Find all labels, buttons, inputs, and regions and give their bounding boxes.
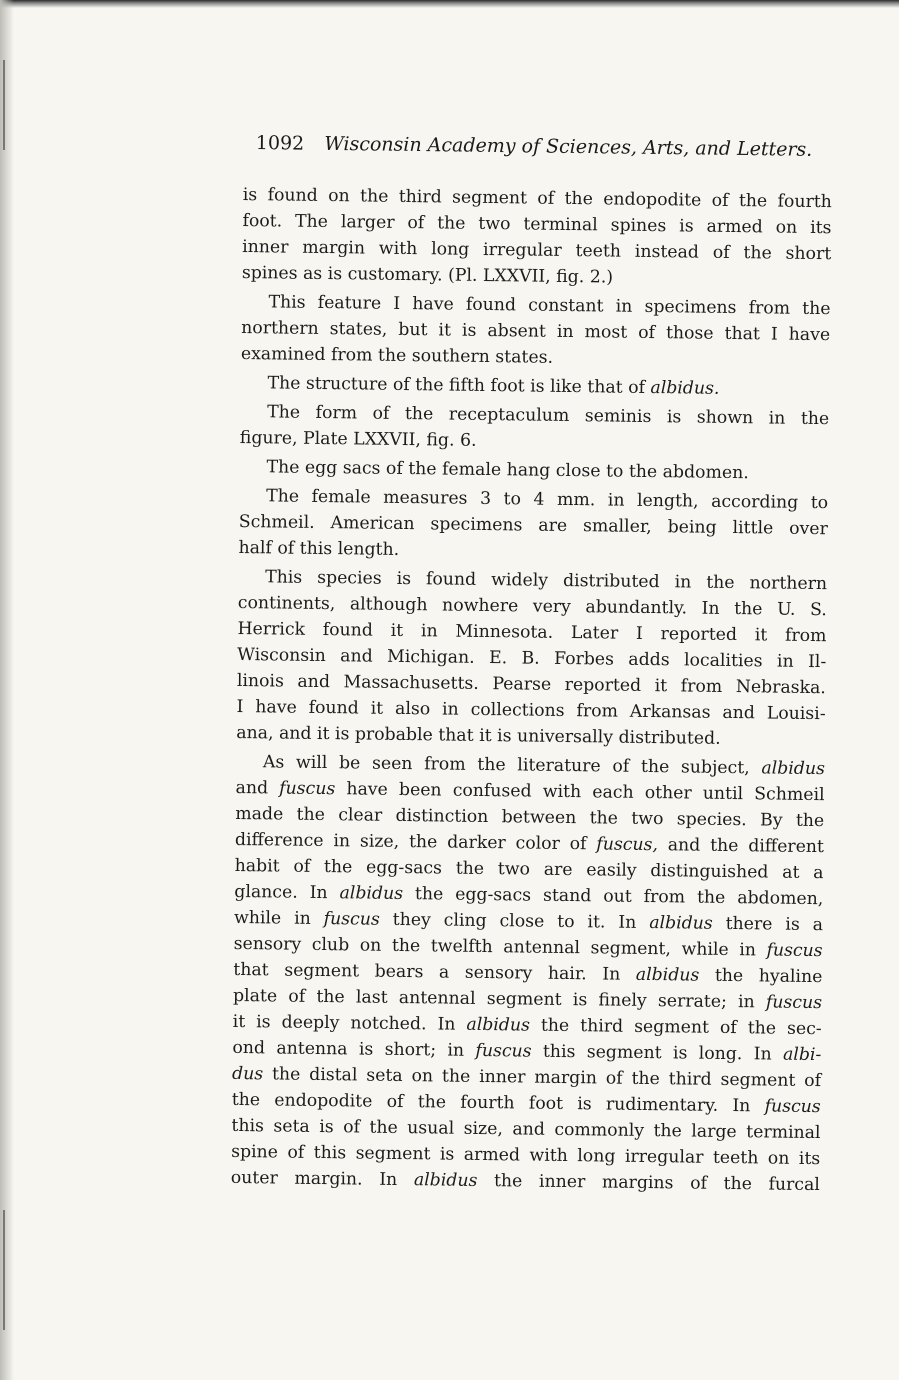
- running-header: [255, 132, 813, 161]
- text-line: The form of the receptaculum seminis is shown in the: [267, 402, 830, 430]
- text-line: As will be seen from the literature of the subject, albidus: [262, 752, 826, 780]
- text-line: the endopodite of the fourth foot is rudimentary. In fuscus: [231, 1089, 821, 1118]
- text-line: half of this length.: [238, 537, 400, 560]
- text-line: glance. In albidus the egg-sacs stand out from the abdomen,: [234, 881, 824, 910]
- page-left-edge: [0, 0, 14, 1380]
- text-line: This feature I have found constant in specimens from the: [268, 292, 831, 320]
- text-line: spines as is customary. (Pl. LXXVII, fig. 2.): [241, 262, 614, 288]
- text-line: that segment bears a sensory hair. In albidus the hyaline: [233, 959, 823, 988]
- text-line: is found on the third segment of the endopodite of the fourth: [242, 184, 832, 213]
- text-line: sensory club on the twelfth antennal segment, while in fuscus: [233, 933, 823, 962]
- text-line: examined from the southern states.: [240, 343, 554, 368]
- text-line: it is deeply notched. In albidus the third segment of the sec-: [232, 1011, 822, 1040]
- text-line: northern states, but it is absent in most of those that I have: [241, 317, 831, 346]
- text-line: continents, although nowhere very abundantly. In the U. S.: [237, 592, 827, 621]
- text-line: figure, Plate LXXVII, fig. 6.: [239, 427, 477, 451]
- text-line: made the clear distinction between the two species. By the: [235, 803, 825, 832]
- text-line: ond antenna is short; in fuscus this segment is long. In albi-: [232, 1037, 822, 1066]
- text-line: and fuscus have been confused with each other until Schmeil: [235, 777, 825, 806]
- text-line: spine of this segment is armed with long irregular teeth on its: [231, 1141, 821, 1170]
- text-line: this seta is of the usual size, and commonly the large terminal: [231, 1115, 821, 1144]
- edge-mark: [3, 1210, 5, 1330]
- text-line: inner margin with long irregular teeth instead of the short: [242, 236, 832, 265]
- text-line: Schmeil. American specimens are smaller, being little over: [238, 511, 828, 540]
- body-text: [231, 182, 832, 1198]
- text-line: while in fuscus they cling close to it. In albidus there is a: [233, 907, 824, 936]
- text-line: difference in size, the darker color of fuscus, and the different: [234, 829, 825, 858]
- text-line: plate of the last antennal segment is finely serrate; in fuscus: [232, 985, 823, 1014]
- text-line: This species is found widely distributed in the northern: [265, 567, 828, 595]
- text-line: habit of the egg-sacs the two are easily distinguished at a: [234, 855, 824, 884]
- text-line: The structure of the fifth foot is like that of albidus.: [267, 373, 720, 399]
- text-line: outer margin. In albidus the inner margins of the furcal: [230, 1167, 820, 1196]
- text-line: foot. The larger of the two terminal spines is armed on its: [242, 210, 832, 239]
- text-line: The egg sacs of the female hang close to the abdomen.: [266, 457, 749, 484]
- page-number: 1092: [255, 132, 305, 155]
- text-line: linois and Massachusetts. Pearse reported it from Nebraska.: [236, 670, 826, 699]
- page-top-edge: [0, 0, 899, 8]
- edge-mark: [3, 60, 5, 150]
- text-line: The female measures 3 to 4 mm. in length, according to: [266, 486, 829, 514]
- text-line: I have found it also in collections from Arkansas and Louisi-: [236, 696, 826, 725]
- text-line: dus the distal seta on the inner margin of the third segment of: [231, 1063, 822, 1092]
- text-line: ana, and it is probable that it is universally distributed.: [236, 722, 721, 749]
- running-title: Wisconsin Academy of Sciences, Arts, and Letters.: [324, 132, 813, 161]
- text-line: Herrick found it in Minnesota. Later I reported it from: [237, 618, 827, 647]
- text-line: Wisconsin and Michigan. E. B. Forbes adds localities in Il-: [237, 644, 827, 673]
